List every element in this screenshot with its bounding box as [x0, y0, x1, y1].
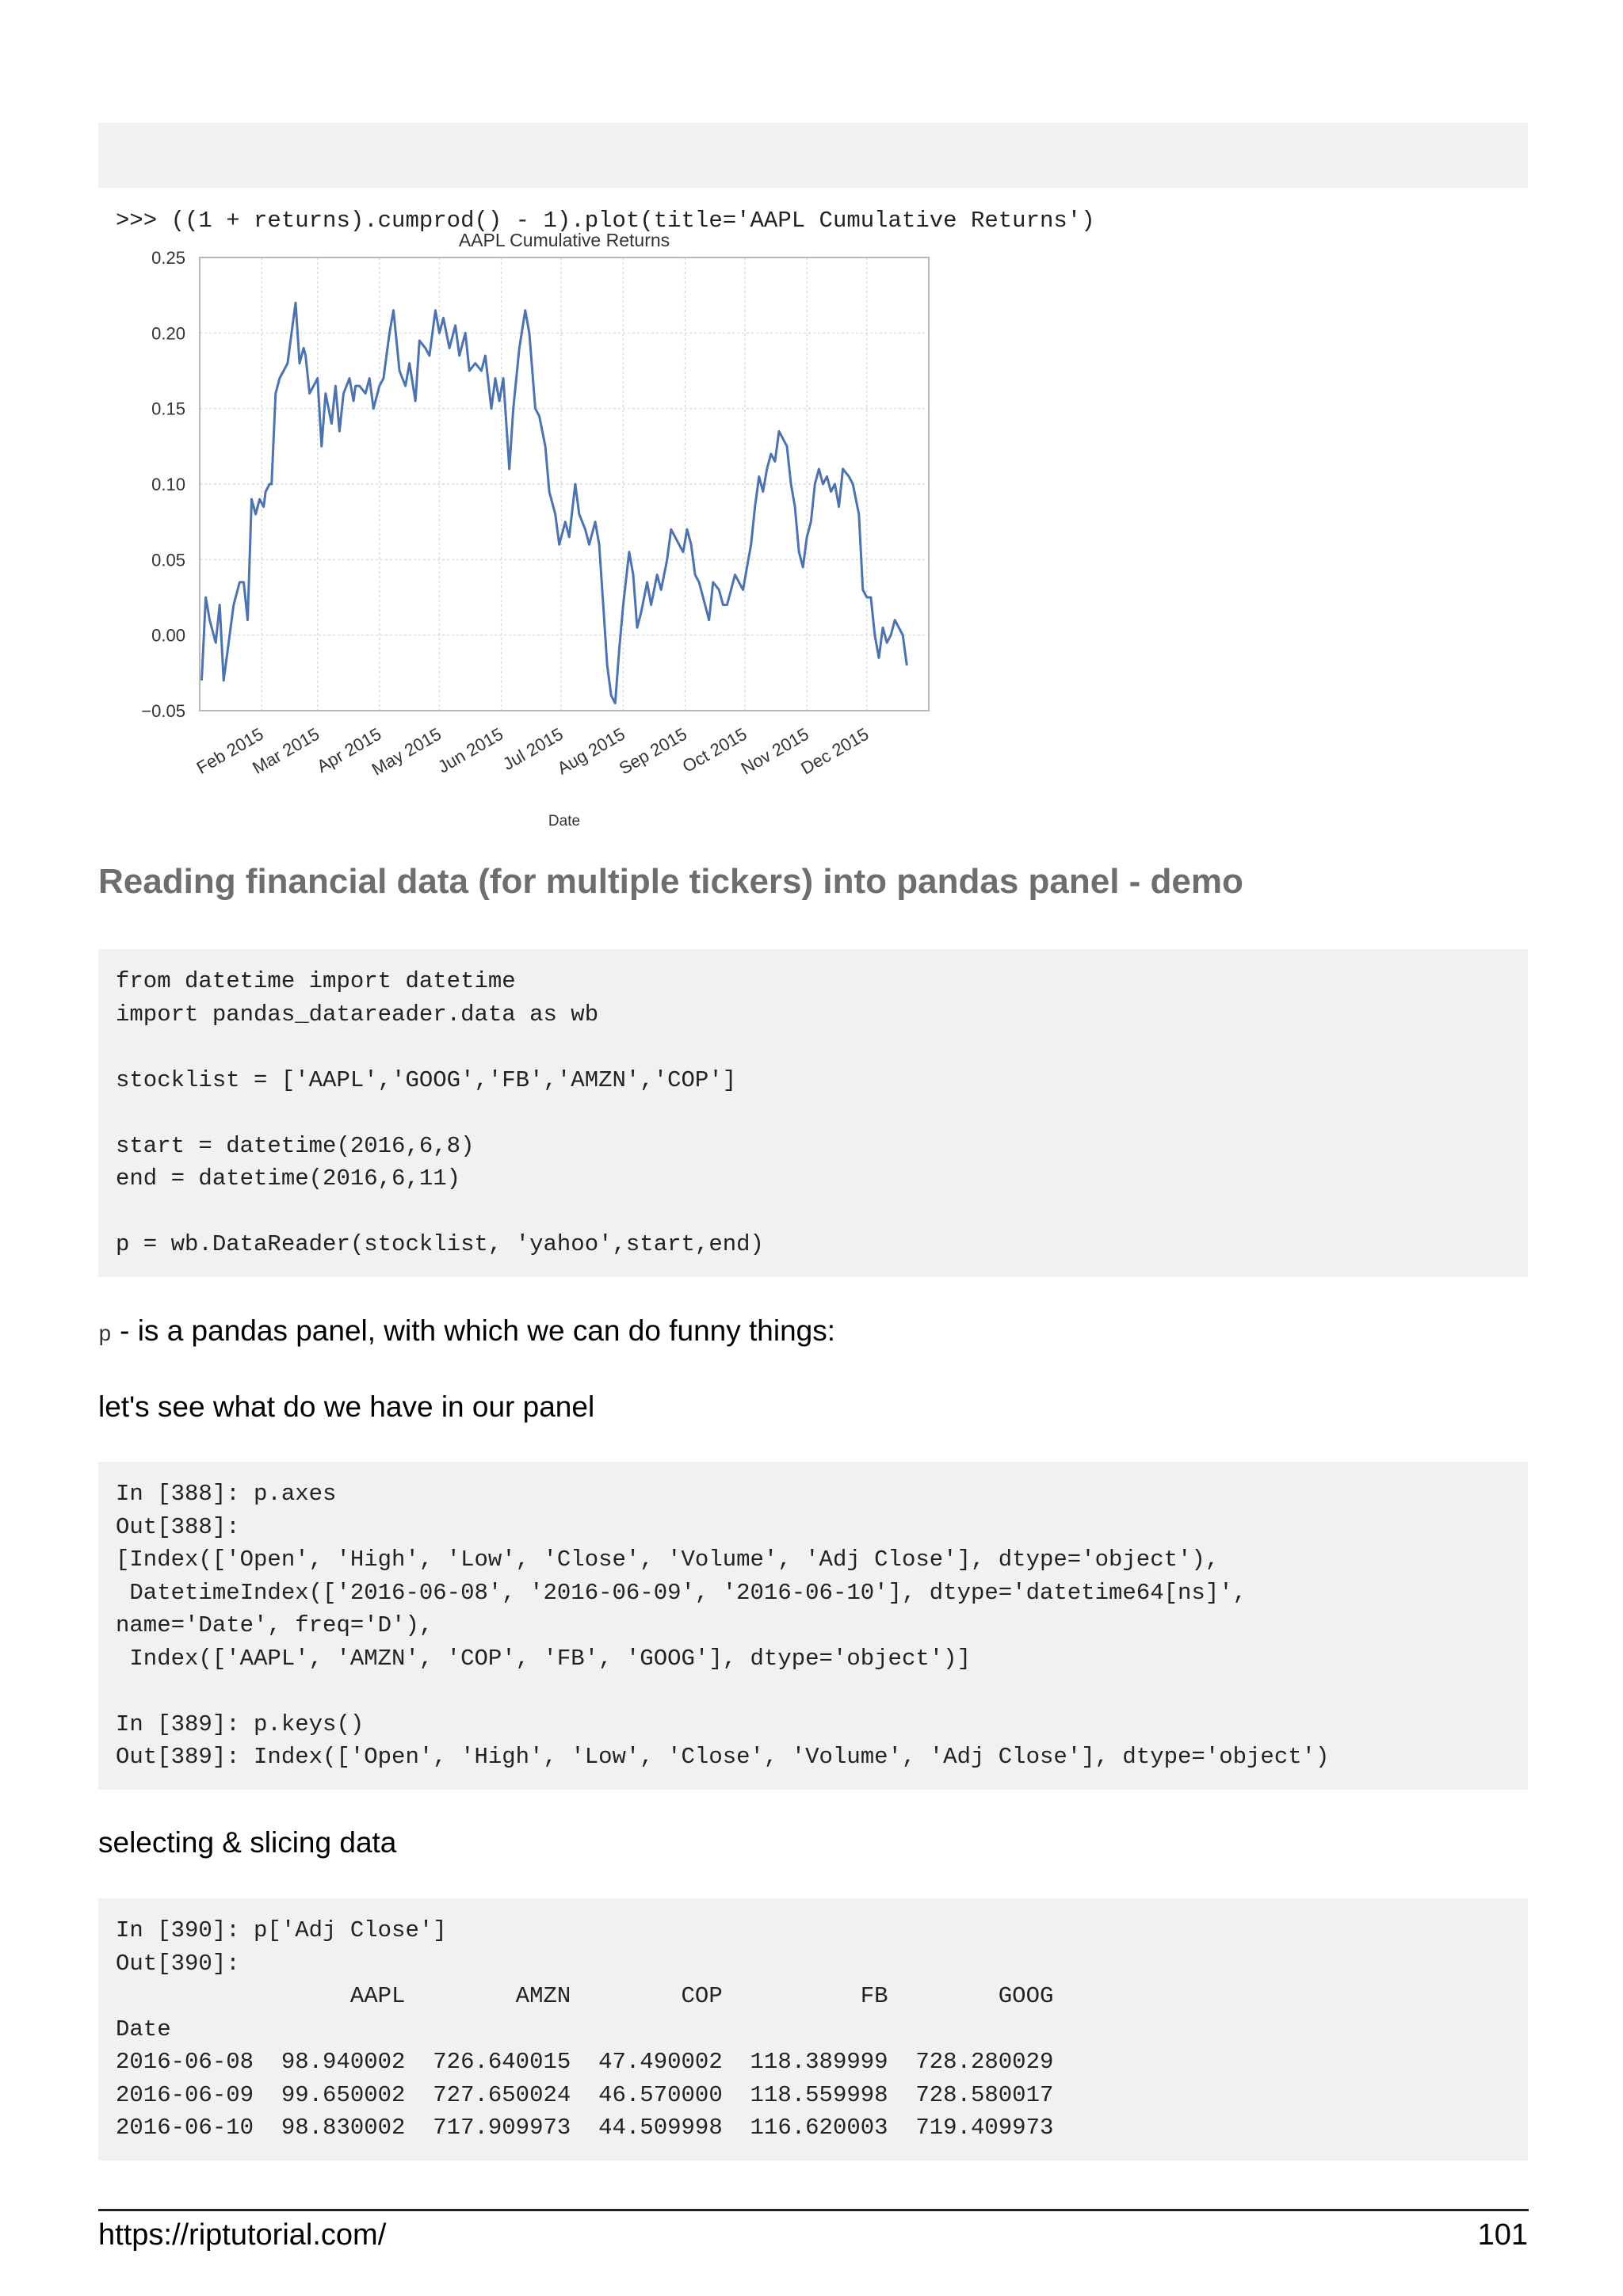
code-line: 2016-06-10 98.830002 717.909973 44.509998 116.620003 719.409973 [116, 2115, 1054, 2141]
code-line: p = wb.DataReader(stocklist, 'yahoo',start,end) [116, 1231, 764, 1257]
code-line: Index(['AAPL', 'AMZN', 'COP', 'FB', 'GOOG'], dtype='object')] [116, 1645, 971, 1672]
footer-url[interactable]: https://riptutorial.com/ [98, 2218, 387, 2252]
code-block-axes [98, 1462, 1528, 1790]
chart-title: AAPL Cumulative Returns [458, 230, 670, 250]
code-line: >>> ((1 + returns).cumprod() - 1).plot(title='AAPL Cumulative Returns') [116, 208, 1095, 234]
x-tick-label: Mar 2015 [249, 723, 323, 778]
code-block-datareader [98, 949, 1528, 1277]
x-tick-label: Dec 2015 [797, 723, 873, 779]
x-tick-label: Jul 2015 [499, 723, 567, 774]
panel-description-text: - is a pandas panel, with which we can do funny things: [111, 1314, 836, 1347]
y-tick-label: 0.10 [151, 475, 185, 494]
x-tick-label: Apr 2015 [313, 723, 385, 776]
code-line: In [388]: p.axes [116, 1481, 337, 1507]
x-tick-label: May 2015 [368, 723, 445, 780]
code-line: start = datetime(2016,6,8) [116, 1132, 475, 1159]
x-tick-label: Nov 2015 [737, 723, 812, 779]
footer-page-number: 101 [1477, 2218, 1528, 2252]
y-tick-label: 0.15 [151, 399, 185, 419]
code-line: Date [116, 2016, 171, 2042]
code-line: from datetime import datetime [116, 968, 516, 994]
x-tick-label: Feb 2015 [193, 723, 267, 778]
x-axis-label: Date [548, 813, 581, 830]
code-block-adj-close [98, 1898, 1528, 2161]
x-tick-label: Jun 2015 [434, 723, 507, 777]
code-line: Out[388]: [116, 1513, 240, 1540]
chart-svg [90, 218, 1025, 830]
code-line: DatetimeIndex(['2016-06-08', '2016-06-09', '2016-06-10'], dtype='datetime64[ns]', [116, 1579, 1247, 1606]
y-tick-label: 0.20 [151, 323, 185, 344]
code-line: end = datetime(2016,6,11) [116, 1165, 461, 1192]
code-line: import pandas_datareader.data as wb [116, 1001, 599, 1028]
code-line: stocklist = ['AAPL','GOOG','FB','AMZN','COP'] [116, 1066, 737, 1093]
code-line: [Index(['Open', 'High', 'Low', 'Close', 'Volume', 'Adj Close'], dtype='object'), [116, 1547, 1220, 1573]
panel-description [98, 1314, 835, 1353]
code-line: 2016-06-09 99.650002 727.650024 46.570000 118.559998 728.580017 [116, 2081, 1054, 2108]
aapl-series-line [202, 303, 907, 703]
selecting-slicing-heading: selecting & slicing data [98, 1826, 397, 1859]
footer-rule [98, 2209, 1529, 2211]
inline-code-p: p [98, 1323, 112, 1348]
y-tick-label: 0.05 [151, 550, 185, 570]
code-line [116, 1675, 1510, 1708]
code-line: In [390]: p['Adj Close'] [116, 1917, 447, 1943]
code-line: AAPL AMZN COP FB GOOG [116, 1983, 1054, 2009]
x-tick-label: Aug 2015 [553, 723, 628, 779]
section-heading: Reading financial data (for multiple tickers) into pandas panel - demo [98, 862, 1243, 901]
code-line [116, 1196, 1510, 1229]
code-line: name='Date', freq='D'), [116, 1612, 433, 1638]
code-line: 2016-06-08 98.940002 726.640015 47.490002 118.389999 728.280029 [116, 2049, 1054, 2075]
code-block-cumprod [98, 123, 1528, 234]
cumulative-returns-chart [90, 218, 1025, 830]
x-tick-label: Oct 2015 [678, 723, 750, 776]
panel-intro: let's see what do we have in our panel [98, 1390, 595, 1423]
y-tick-label: −0.05 [141, 701, 185, 721]
code-line: In [389]: p.keys() [116, 1711, 365, 1737]
y-tick-label: 0.25 [151, 248, 185, 268]
code-line: Out[390]: [116, 1950, 240, 1977]
code-line: Out[389]: Index(['Open', 'High', 'Low', 'Close', 'Volume', 'Adj Close'], dtype='object') [116, 1744, 1330, 1770]
x-tick-label: Sep 2015 [615, 723, 690, 779]
code-line [116, 1097, 1510, 1130]
y-tick-label: 0.00 [151, 625, 185, 646]
code-line [116, 1031, 1510, 1064]
